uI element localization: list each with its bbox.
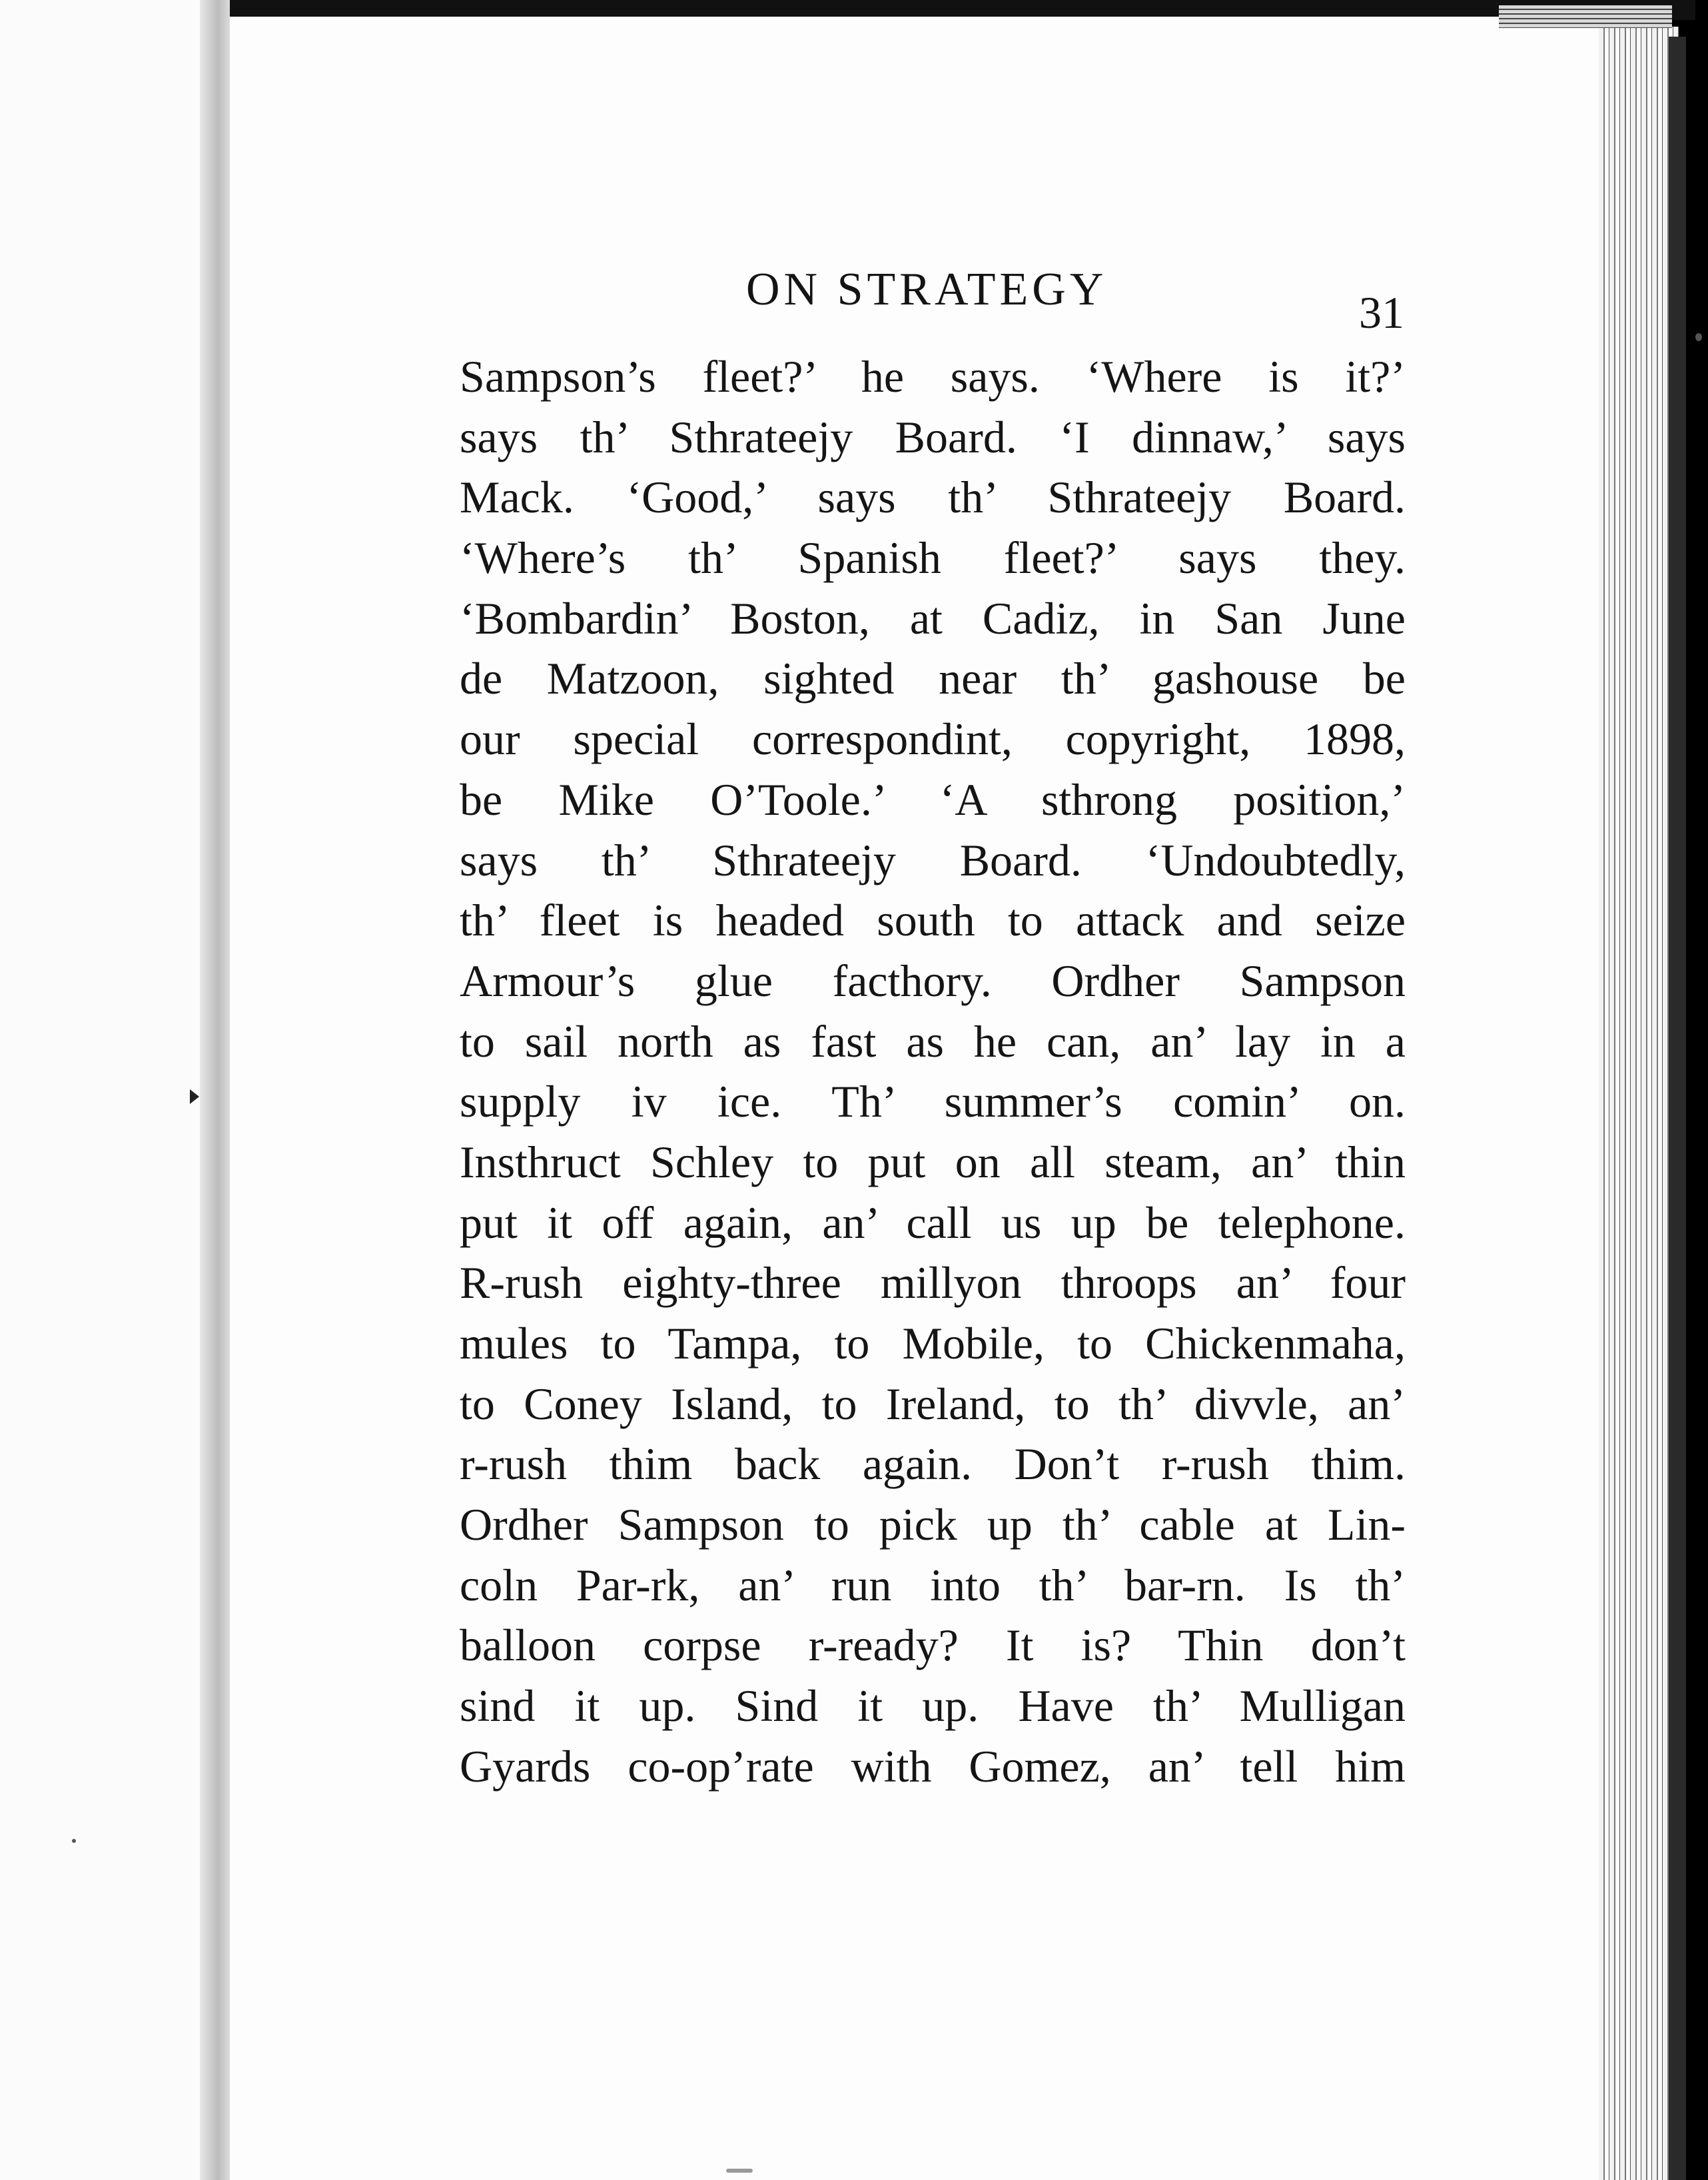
text-line: Sampson’s fleet?’ he says. ‘Where is it?’ [460,351,1406,402]
page-edges [1599,27,1679,2180]
text-line: mules to Tampa, to Mobile, to Chickenmaha, [460,1318,1406,1368]
text-line: put it off again, an’ call us up be telephone. [460,1197,1406,1248]
scuff-mark [726,2169,753,2173]
text-line: to sail north as fast as he can, an’ lay in a [460,1015,1406,1067]
text-line: says th’ Sthrateejy Board. ‘I dinnaw,’ says [460,411,1406,462]
text-line: de Matzoon, sighted near th’ gashouse be [460,653,1406,704]
running-head: ON STRATEGY [746,264,1108,315]
top-corner-edges [1499,5,1672,28]
page-number: 31 [1359,287,1404,338]
text-line: be Mike O’Toole.’ ‘A sthrong position,’ [460,774,1406,825]
page-edge-shadow [1669,37,1686,2180]
text-line: r-rush thim back again. Don’t r-rush thim. [460,1438,1406,1490]
text-line: Insthruct Schley to put on all steam, an’ thin [460,1136,1406,1187]
left-page [0,0,207,2180]
text-line: Ordher Sampson to pick up th’ cable at Lin- [460,1499,1406,1550]
text-line: th’ fleet is headed south to attack and seize [460,895,1406,946]
text-line: sind it up. Sind it up. Have th’ Mulligan [460,1680,1406,1732]
text-line: ‘Bombardin’ Boston, at Cadiz, in San June [460,592,1406,644]
text-line: says th’ Sthrateejy Board. ‘Undoubtedly, [460,834,1406,885]
text-line: to Coney Island, to Ireland, to th’ divvle, an’ [460,1378,1406,1429]
speck [72,1839,76,1843]
text-line: coln Par-rk, an’ run into th’ bar-rn. Is th’ [460,1559,1406,1610]
text-line: balloon corpse r-ready? It is? Thin don’t [460,1620,1406,1671]
text-line: Gyards co-op’rate with Gomez, an’ tell him [460,1740,1406,1792]
text-line: ‘Where’s th’ Spanish fleet?’ says they. [460,532,1406,584]
text-line: Armour’s glue facthory. Ordher Sampson [460,955,1406,1006]
text-line: Mack. ‘Good,’ says th’ Sthrateejy Board. [460,472,1406,523]
speck [1695,333,1702,341]
text-line: our special correspondint, copyright, 1898, [460,714,1406,765]
text-line: supply iv ice. Th’ summer’s comin’ on. [460,1076,1406,1127]
body-text [460,346,1406,1797]
text-line: R-rush eighty-three millyon throops an’ four [460,1257,1406,1309]
